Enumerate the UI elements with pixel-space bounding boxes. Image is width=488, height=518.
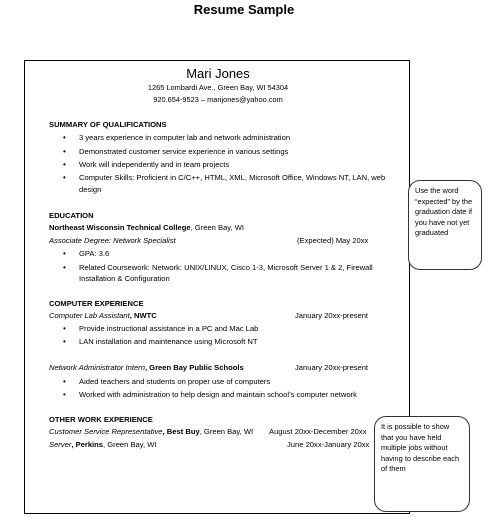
job-title-line — [49, 363, 244, 373]
list-item: • Related Coursework: Network: UNIX/LINUX, Cisco 1-3, Microsoft Server 1 & 2, Firewall — [79, 263, 373, 273]
job-org: , Green Bay Public Schools — [144, 363, 244, 372]
job-date: January 20xx-present — [295, 311, 369, 320]
job-date: August 20xx-December 20xx — [269, 427, 367, 436]
school-line — [49, 223, 244, 233]
list-item: • Provide instructional assistance in a PC and Mac Lab — [79, 324, 258, 334]
resume-name: Mari Jones — [186, 66, 250, 81]
school-location: , Green Bay, WI — [190, 223, 245, 232]
list-item-continuation: Installation & Configuration — [79, 274, 170, 283]
education-heading: EDUCATION — [49, 211, 94, 220]
job-date: January 20xx-present — [295, 363, 369, 372]
callout-note-expected: Use the word “expected” by the graduation date if you have not yet graduated — [408, 180, 482, 270]
list-item: • 3 years experience in computer lab and network administration — [79, 133, 290, 143]
summary-heading: SUMMARY OF QUALIFICATIONS — [49, 120, 167, 129]
job-location: , Green Bay, WI — [199, 427, 254, 436]
degree-date: (Expected) May 20xx — [297, 236, 369, 245]
job-date: June 20xx-January 20xx — [287, 440, 370, 449]
contact-line: 920.654-9523 – marijones@yahoo.com — [153, 95, 283, 104]
degree: Associate Degree: Network Specialist — [49, 236, 176, 245]
list-item: • Demonstrated customer service experience in various settings — [79, 147, 288, 157]
job-location: , Green Bay, WI — [103, 440, 157, 449]
other-experience-heading: OTHER WORK EXPERIENCE — [49, 415, 153, 424]
job-title: Customer Service Representative — [49, 427, 163, 436]
list-item: • Work will independently and in team projects — [79, 160, 229, 170]
school-name: Northeast Wisconsin Technical College — [49, 223, 191, 232]
list-item: • GPA: 3.6 — [79, 249, 109, 259]
job-title: Server — [49, 440, 72, 449]
job-org: , Best Buy — [162, 427, 200, 436]
job-title: Network Administrator Intern — [49, 363, 145, 372]
job-org: , NWTC — [129, 311, 157, 320]
list-item: • LAN installation and maintenance using Microsoft NT — [79, 337, 258, 347]
job-title: Computer Lab Assistant — [49, 311, 130, 320]
address: 1265 Lombardi Ave., Green Bay, WI 54304 — [147, 83, 289, 92]
list-item: • Worked with administration to help design and maintain school’s computer network — [79, 390, 357, 400]
list-item: • Aided teachers and students on proper use of computers — [79, 377, 270, 387]
job-title-line — [49, 427, 253, 437]
resume-sheet — [24, 60, 410, 514]
page-title: Resume Sample — [193, 2, 295, 17]
job-org: , Perkins — [71, 440, 104, 449]
computer-experience-heading: COMPUTER EXPERIENCE — [49, 299, 144, 308]
job-title-line — [49, 311, 157, 321]
list-item-continuation: design — [79, 185, 102, 194]
callout-note-multiple-jobs: It is possible to show that you have held multiple jobs without having to describe each of them — [374, 416, 470, 512]
list-item: • Computer Skills: Proficient in C/C++, HTML, XML, Microsoft Office, Windows NT, LAN, web — [79, 173, 385, 183]
job-title-line — [49, 440, 157, 450]
